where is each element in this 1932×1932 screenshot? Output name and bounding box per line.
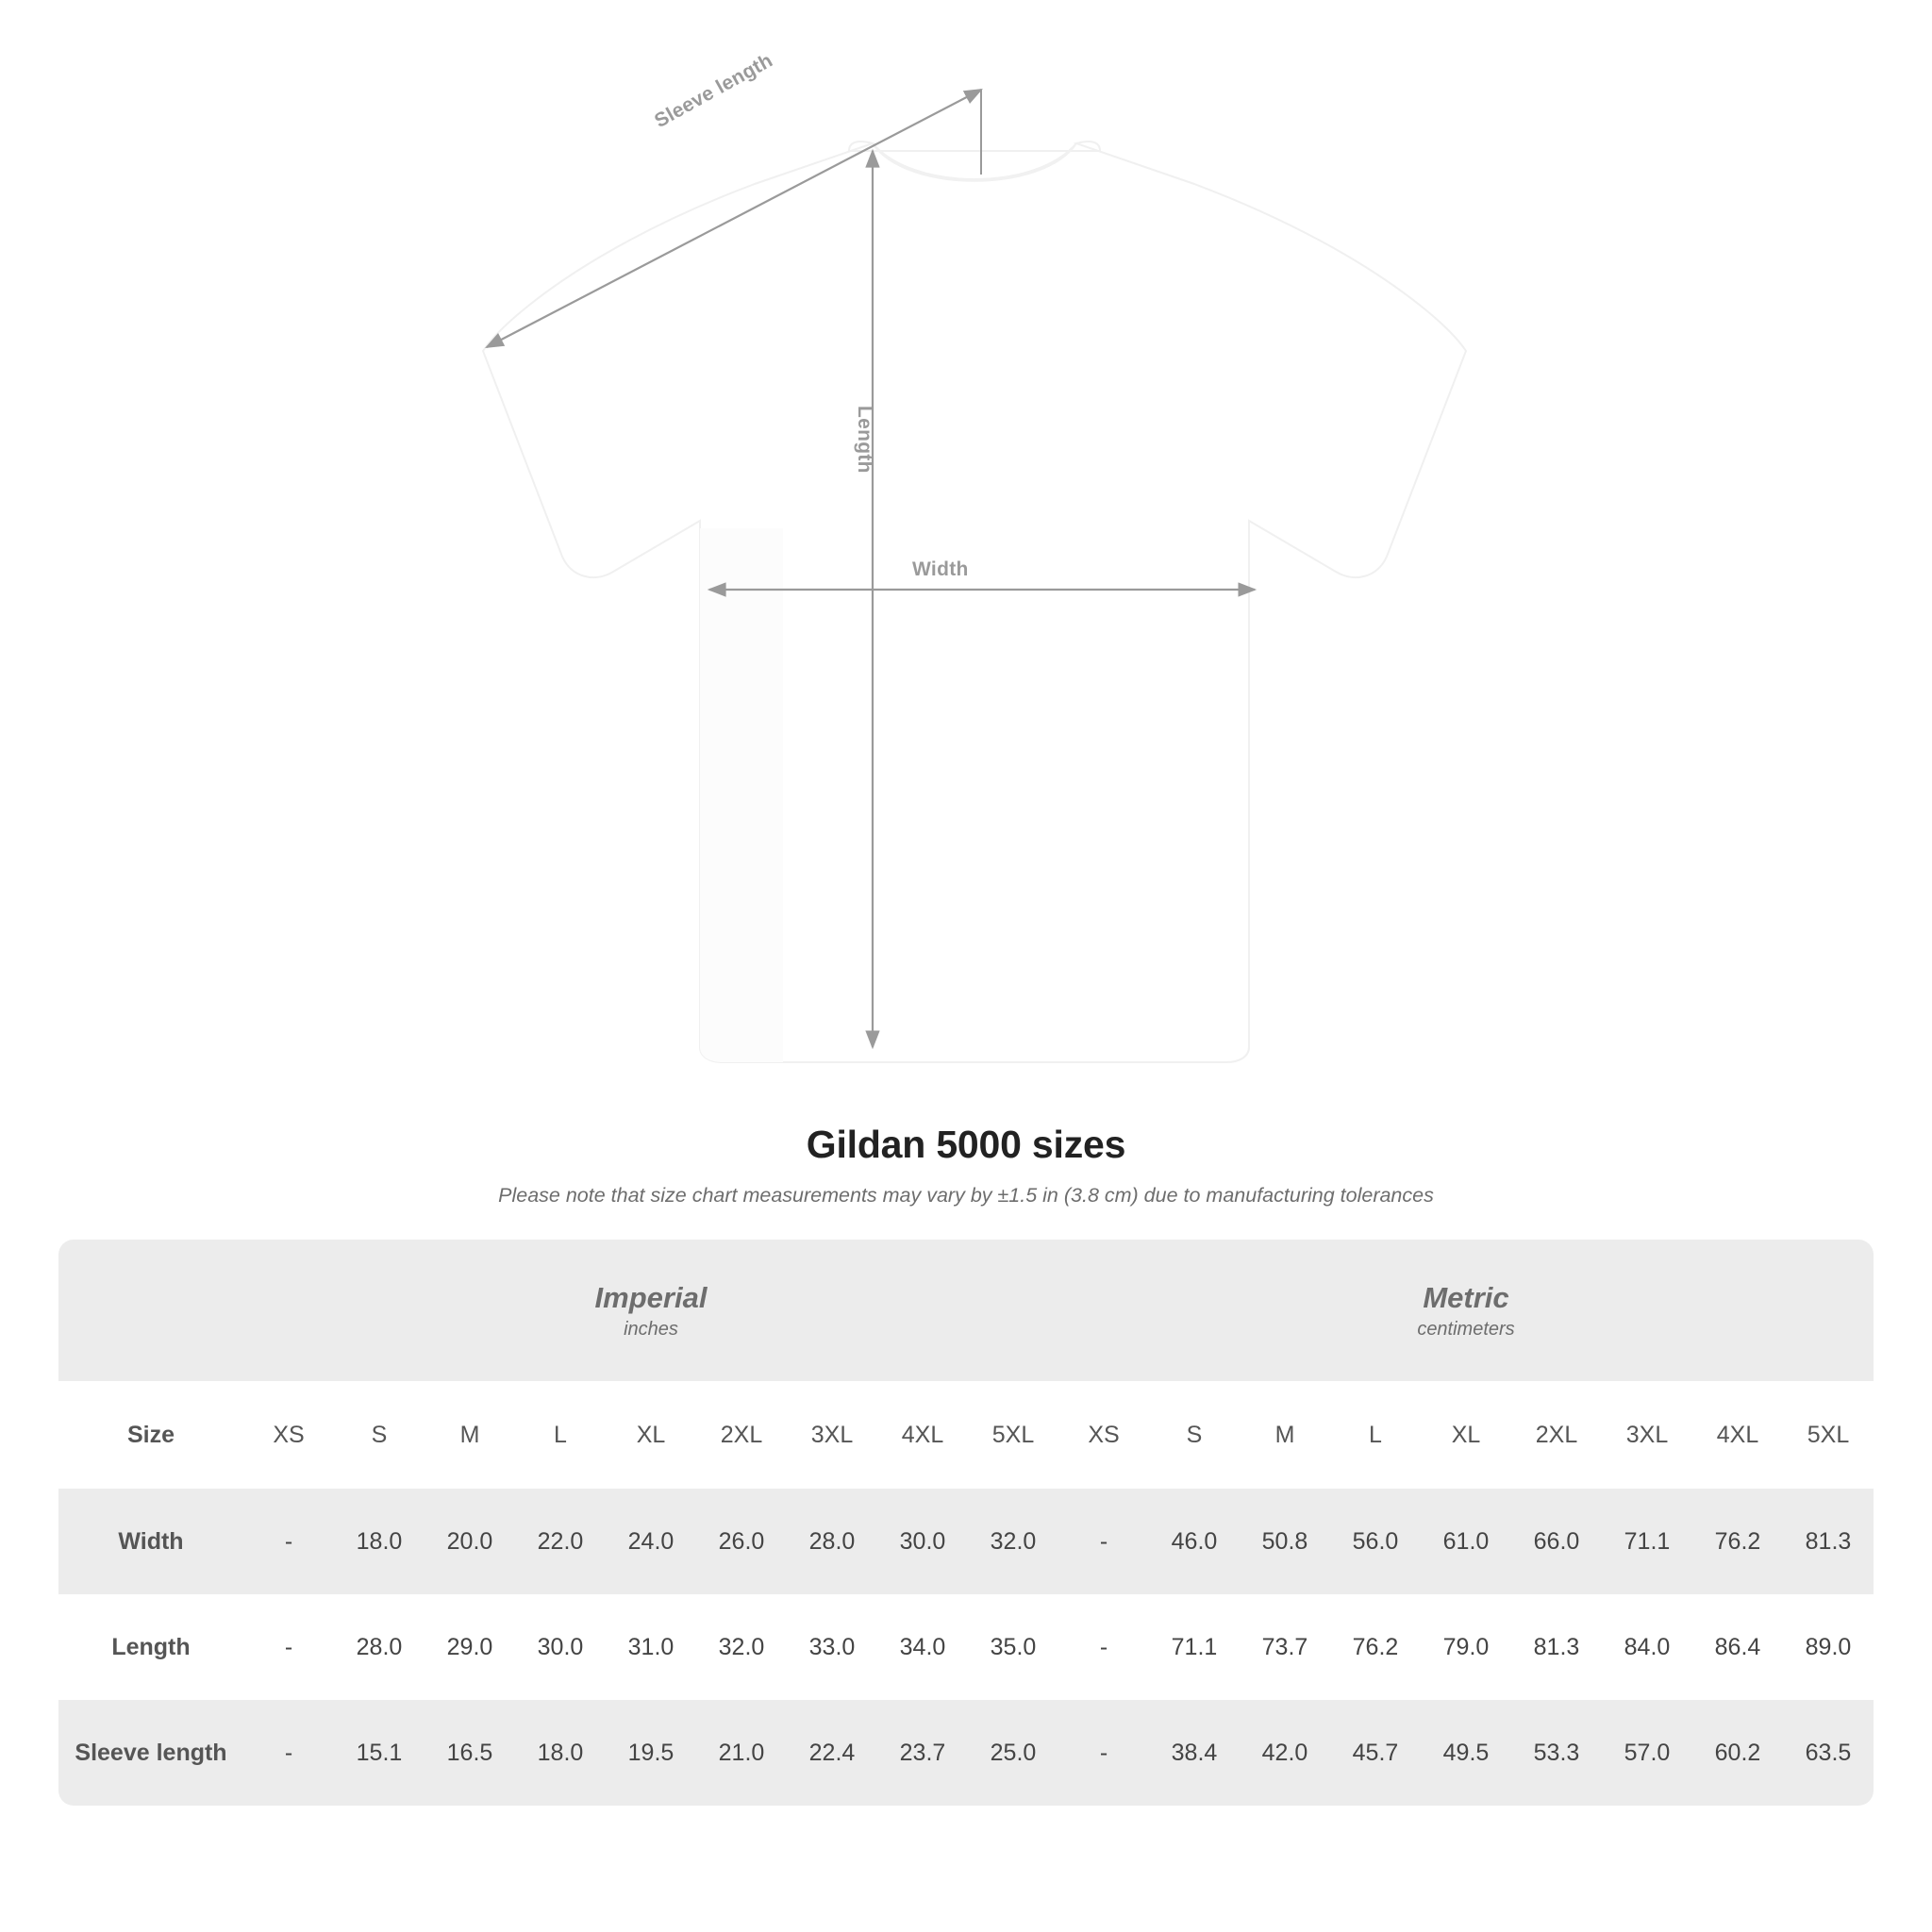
cell: 28.0 <box>787 1489 877 1594</box>
width-label: Width <box>912 558 969 580</box>
size-header-cell: 2XL <box>696 1381 787 1489</box>
cell: 25.0 <box>968 1700 1058 1806</box>
cell: 60.2 <box>1692 1700 1783 1806</box>
size-header-label: Size <box>58 1381 243 1489</box>
size-header-cell: 3XL <box>787 1381 877 1489</box>
cell: 84.0 <box>1602 1594 1692 1700</box>
size-header-cell: XL <box>1421 1381 1511 1489</box>
sleeve-length-label: Sleeve length <box>651 49 776 133</box>
cell: 81.3 <box>1511 1594 1602 1700</box>
cell: 31.0 <box>606 1594 696 1700</box>
cell: 23.7 <box>877 1700 968 1806</box>
cell: - <box>243 1700 334 1806</box>
cell bottom-right: 63.5 <box>1783 1700 1874 1806</box>
size-header-row <box>58 1381 1874 1489</box>
table-row <box>58 1700 1874 1806</box>
unit-name-metric: Metric <box>1423 1281 1509 1315</box>
cell: - <box>243 1594 334 1700</box>
cell: 30.0 <box>515 1594 606 1700</box>
table-row <box>58 1594 1874 1700</box>
size-header-cell: L <box>515 1381 606 1489</box>
cell: 35.0 <box>968 1594 1058 1700</box>
cell: 76.2 <box>1692 1489 1783 1594</box>
size-header-cell: XS <box>243 1381 334 1489</box>
size-header-cell: XL <box>606 1381 696 1489</box>
cell: 42.0 <box>1240 1700 1330 1806</box>
cell: 34.0 <box>877 1594 968 1700</box>
cell: 15.1 <box>334 1700 425 1806</box>
size-header-cell: M <box>1240 1381 1330 1489</box>
unit-header-metric <box>1058 1240 1874 1381</box>
cell: 32.0 <box>696 1594 787 1700</box>
cell: 33.0 <box>787 1594 877 1700</box>
row-label-sleeve-length: Sleeve length <box>58 1700 243 1806</box>
cell: 66.0 <box>1511 1489 1602 1594</box>
cell: - <box>1058 1489 1149 1594</box>
size-header-cell: 5XL <box>968 1381 1058 1489</box>
cell: 16.5 <box>425 1700 515 1806</box>
cell: 81.3 <box>1783 1489 1874 1594</box>
cell: 73.7 <box>1240 1594 1330 1700</box>
cell: 22.0 <box>515 1489 606 1594</box>
cell: - <box>1058 1594 1149 1700</box>
size-header-cell: 4XL <box>1692 1381 1783 1489</box>
cell: 18.0 <box>515 1700 606 1806</box>
cell: 21.0 <box>696 1700 787 1806</box>
cell: 18.0 <box>334 1489 425 1594</box>
cell: 50.8 <box>1240 1489 1330 1594</box>
cell: 45.7 <box>1330 1700 1421 1806</box>
cell: 22.4 <box>787 1700 877 1806</box>
cell: 20.0 <box>425 1489 515 1594</box>
cell: 19.5 <box>606 1700 696 1806</box>
cell: 79.0 <box>1421 1594 1511 1700</box>
cell: 61.0 <box>1421 1489 1511 1594</box>
size-header-cell: L <box>1330 1381 1421 1489</box>
cell: 49.5 <box>1421 1700 1511 1806</box>
unit-header-row <box>58 1240 1874 1381</box>
cell: 71.1 <box>1149 1594 1240 1700</box>
size-header-cell: S <box>334 1381 425 1489</box>
cell: 29.0 <box>425 1594 515 1700</box>
cell: - <box>243 1489 334 1594</box>
cell: 38.4 <box>1149 1700 1240 1806</box>
cell: 53.3 <box>1511 1700 1602 1806</box>
cell: 89.0 <box>1783 1594 1874 1700</box>
cell: 30.0 <box>877 1489 968 1594</box>
cell: 32.0 <box>968 1489 1058 1594</box>
cell: 57.0 <box>1602 1700 1692 1806</box>
cell: 71.1 <box>1602 1489 1692 1594</box>
page-title: Gildan 5000 sizes <box>806 1123 1126 1166</box>
size-header-cell: 4XL <box>877 1381 968 1489</box>
size-header-cell: 5XL <box>1783 1381 1874 1489</box>
cell: - <box>1058 1700 1149 1806</box>
cell: 26.0 <box>696 1489 787 1594</box>
size-table <box>58 1240 1874 1806</box>
size-header-cell: 3XL <box>1602 1381 1692 1489</box>
cell: 76.2 <box>1330 1594 1421 1700</box>
row-label-width: Width <box>58 1489 243 1594</box>
unit-header-spacer <box>58 1240 243 1381</box>
size-header-cell: M <box>425 1381 515 1489</box>
size-header-cell: S <box>1149 1381 1240 1489</box>
cell: 24.0 <box>606 1489 696 1594</box>
title-block <box>0 1123 1932 1208</box>
row-label-length: Length <box>58 1594 243 1700</box>
cell: 86.4 <box>1692 1594 1783 1700</box>
table-row <box>58 1489 1874 1594</box>
unit-sub-metric: centimeters <box>1417 1318 1515 1340</box>
tshirt-shape <box>483 142 1466 1062</box>
size-table-wrapper <box>0 1240 1932 1806</box>
unit-header-imperial <box>243 1240 1058 1381</box>
length-label: Length <box>854 406 875 474</box>
cell: 46.0 <box>1149 1489 1240 1594</box>
unit-name-imperial: Imperial <box>594 1281 708 1315</box>
unit-sub-imperial: inches <box>624 1318 678 1340</box>
size-header-cell: 2XL <box>1511 1381 1602 1489</box>
cell: 28.0 <box>334 1594 425 1700</box>
tolerance-note: Please note that size chart measurements may vary by ±1.5 in (3.8 cm) due to manufacturing tolerances <box>498 1184 1434 1207</box>
size-header-cell: XS <box>1058 1381 1149 1489</box>
cell: 56.0 <box>1330 1489 1421 1594</box>
